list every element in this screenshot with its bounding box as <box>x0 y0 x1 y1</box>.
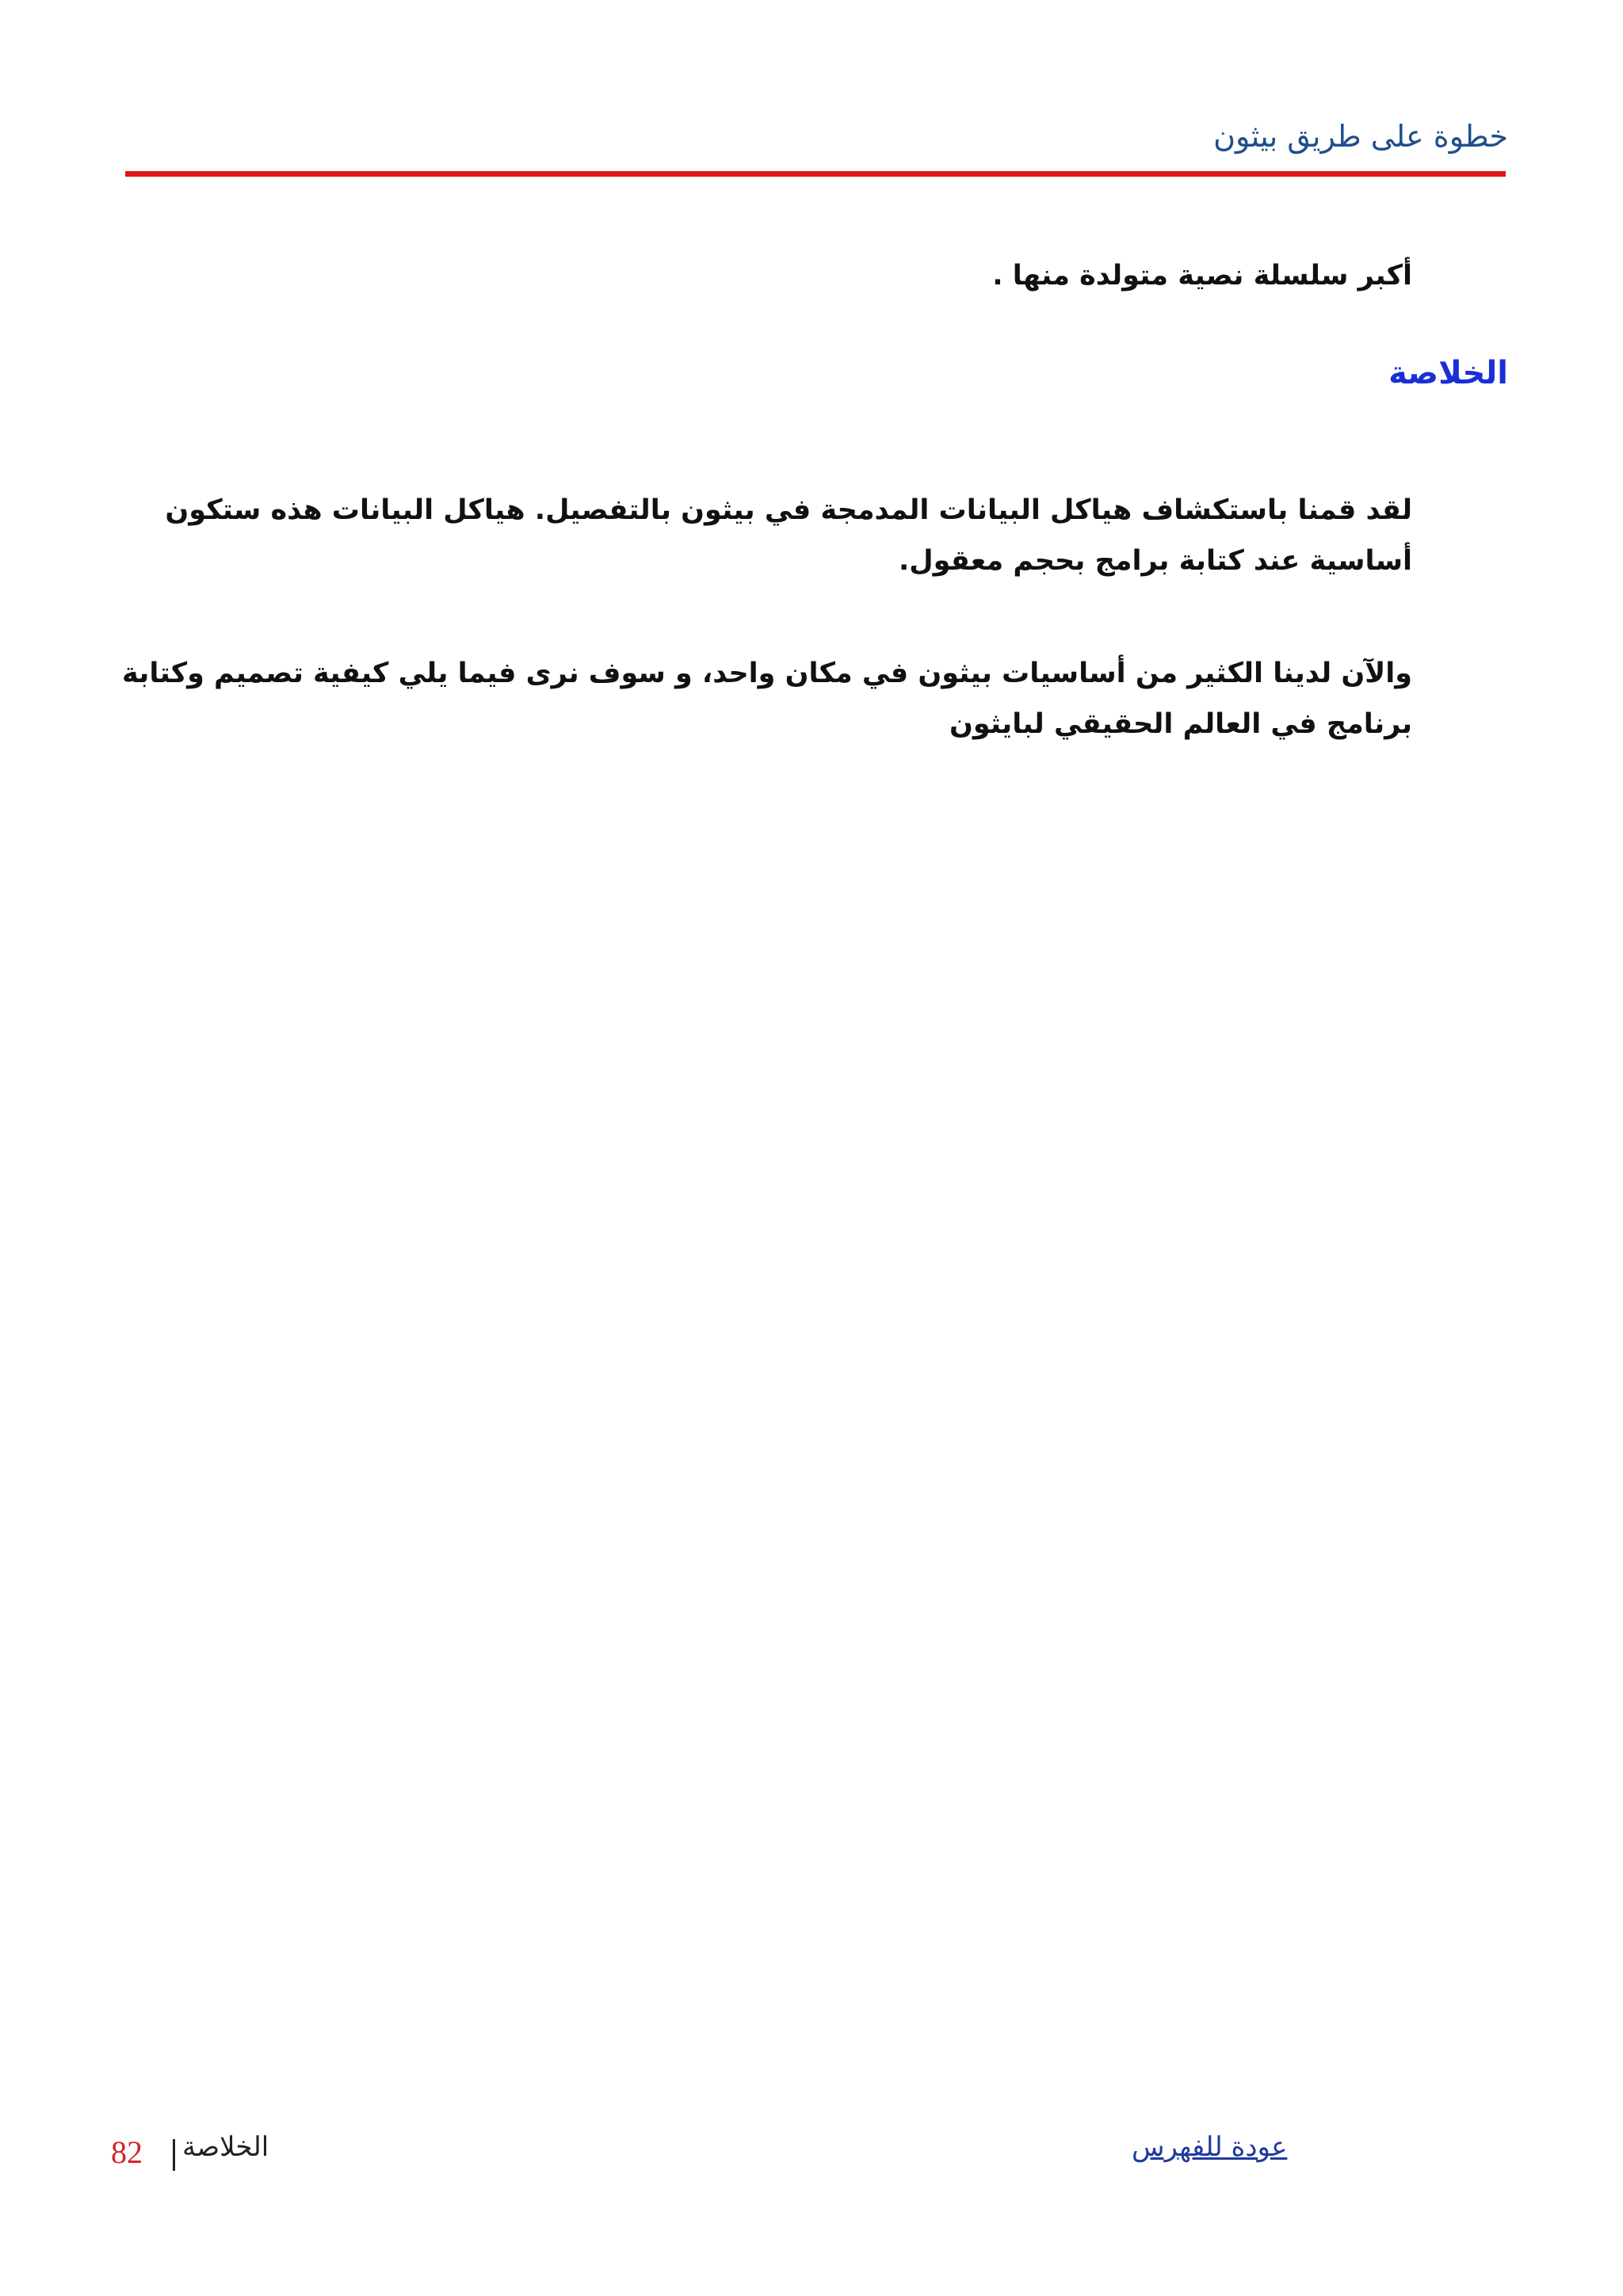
running-header-title: خطوة على طريق بيثون <box>1213 119 1508 154</box>
back-to-index-link[interactable]: عودة للفهرس <box>1132 2131 1288 2163</box>
page-number: 82 <box>111 2134 143 2170</box>
lead-text-line: أكبر سلسلة نصية متولدة منها . <box>992 260 1412 292</box>
footer-section-name: الخلاصة <box>182 2131 269 2163</box>
header-divider-line <box>125 171 1506 177</box>
section-heading: الخلاصة <box>1388 355 1508 391</box>
body-paragraph-1: لقد قمنا باستكشاف هياكل البيانات المدمجة في بيثون بالتفصيل. هياكل البيانات هذه ستكون أساسية عند كتابة برامج بحجم معقول. <box>165 494 1412 577</box>
body-paragraph-2: والآن لدينا الكثير من أساسيات بيثون في مكان واحد، و سوف نرى فيما يلي كيفية تصميم وكتابة برنامج في العالم الحقيقي لبايثون <box>121 658 1412 740</box>
footer-separator <box>173 2139 175 2171</box>
